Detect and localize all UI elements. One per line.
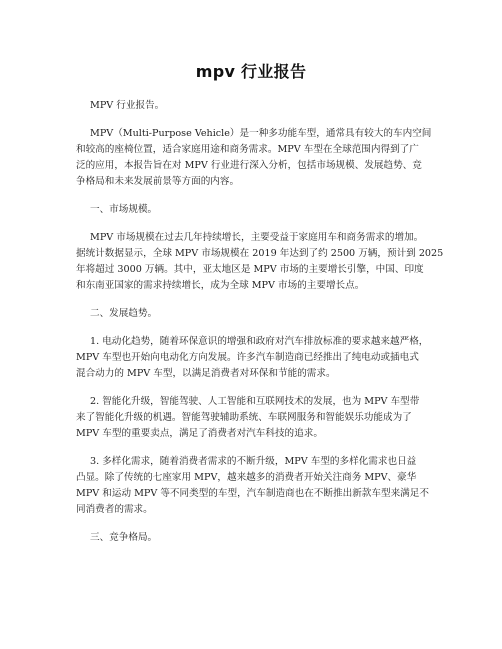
definition-line: MPV（Multi-Purpose Vehicle）是一种多功能车型，通常具有较大的车内空间 <box>90 128 432 139</box>
trend-intelligence-line: 来了智能化升级的机遇。智能驾驶辅助系统、车联网服务和智能娱乐功能成为了 <box>76 412 412 423</box>
definition-line: 争格局和未来发展前景等方面的内容。 <box>76 176 240 187</box>
market-size-line: 年将超过 3000 万辆。其中，亚太地区是 MPV 市场的主要增长引擎，中国、印度 <box>76 264 424 275</box>
intro-line: MPV 行业报告。 <box>90 100 165 111</box>
trend-electrification-line: MPV 车型也开始向电动化方向发展。许多汽车制造商已经推出了纯电动或插电式 <box>76 352 419 363</box>
trend-electrification-line: 混合动力的 MPV 车型，以满足消费者对环保和节能的需求。 <box>76 368 336 379</box>
definition-line: 泛的应用，本报告旨在对 MPV 行业进行深入分析，包括市场规模、发展趋势、竞 <box>76 160 422 171</box>
market-size-line: MPV 市场规模在过去几年持续增长，主要受益于家庭用车和商务需求的增加。 <box>90 232 424 243</box>
trend-electrification-line: 1. 电动化趋势，随着环保意识的增强和政府对汽车排放标准的要求越来越严格， <box>90 336 429 347</box>
trend-diversification-line: MPV 和运动 MPV 等不同类型的车型，汽车制造商也在不断推出新款车型来满足不 <box>76 488 429 499</box>
trend-diversification-line: 同消费者的需求。 <box>76 504 153 515</box>
market-size-line: 和东南亚国家的需求持续增长，成为全球 MPV 市场的主要增长点。 <box>76 280 365 291</box>
section-heading: 二、发展趋势。 <box>90 308 158 319</box>
market-size-line: 据统计数据显示，全球 MPV 市场规模在 2019 年达到了约 2500 万辆，预计到 2025 <box>76 248 444 259</box>
trend-diversification-line: 3. 多样化需求，随着消费者需求的不断升级，MPV 车型的多样化需求也日益 <box>90 456 417 467</box>
section-heading: 三、竞争格局。 <box>90 532 158 543</box>
trend-diversification-line: 凸显。除了传统的七座家用 MPV，越来越多的消费者开始关注商务 MPV、豪华 <box>76 472 417 483</box>
trend-intelligence-line: 2. 智能化升级，智能驾驶、人工智能和互联网技术的发展，也为 MPV 车型带 <box>90 396 420 407</box>
document-title: mpv 行业报告 <box>195 62 307 81</box>
definition-line: 和较高的座椅位置，适合家庭用途和商务需求。MPV 车型在全球范围内得到了广 <box>76 144 419 155</box>
section-heading: 一、市场规模。 <box>90 204 158 215</box>
trend-intelligence-line: MPV 车型的重要卖点，满足了消费者对汽车科技的追求。 <box>76 428 323 439</box>
